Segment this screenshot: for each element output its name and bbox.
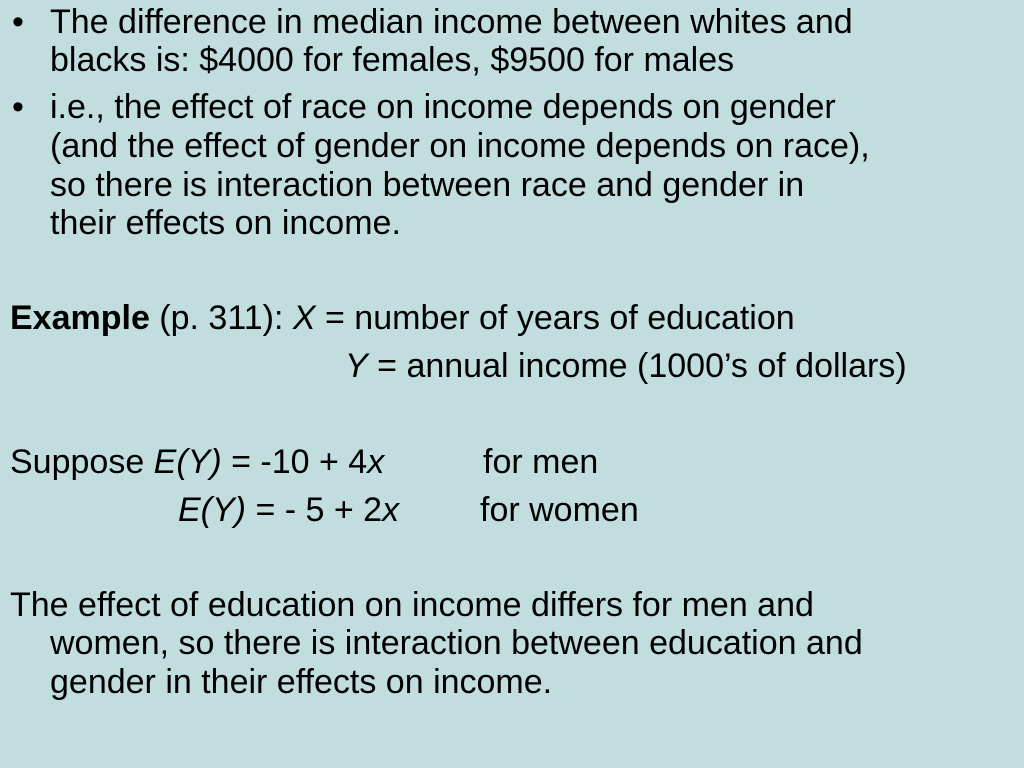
y-description: annual income (1000’s of dollars) [406,347,907,385]
bullet-2-line-1: i.e., the effect of race on income depends on gender [50,88,836,126]
equation-women-rhs: = - 5 + 2 [246,491,383,529]
expectation-women: E(Y) [178,491,246,529]
bullet-1-line-1: The difference in median income between whites and [50,3,853,41]
bullet-icon: • [12,88,24,126]
x-equals: = [315,299,355,337]
group-women: for women [480,491,639,529]
bullet-1-line-2: blacks is: $4000 for females, $9500 for males [50,41,735,79]
x-variable: X [292,299,316,337]
bullet-2-line-4: their effects on income. [50,204,401,242]
x-description: number of years of education [354,299,795,337]
group-men: for men [483,443,599,481]
conclusion-line-1: The effect of education on income differs for men and [10,586,814,624]
y-equals: = [367,347,407,385]
example-line-x [10,298,795,338]
expectation-men: E(Y) [153,443,222,481]
suppose-word: Suppose [10,443,154,481]
equation-men [10,442,384,482]
y-variable: Y [345,347,368,385]
example-line-y [345,346,907,386]
equation-men-x: x [367,443,385,481]
equation-women-x: x [382,491,400,529]
bullet-icon: • [12,3,24,41]
bullet-2-line-3: so there is interaction between race and gender in [50,166,805,204]
example-page-ref: (p. 311): [149,299,293,337]
conclusion-line-3: gender in their effects on income. [50,663,553,701]
example-label: Example [10,299,150,337]
conclusion-line-2: women, so there is interaction between education and [50,624,863,662]
bullet-2-line-2: (and the effect of gender on income depends on race), [50,127,870,165]
equation-women [178,490,399,530]
equation-men-rhs: = -10 + 4 [221,443,368,481]
